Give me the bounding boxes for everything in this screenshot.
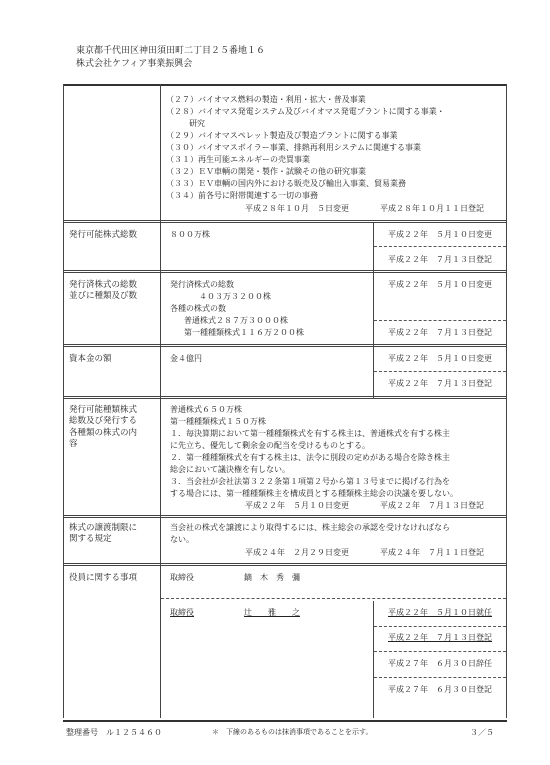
label-column-divider [160,84,161,718]
transfer-registration-date: 平成２４年 ７月１１日登記 [380,548,484,557]
purpose-item-34: （３４）前各号に附帯関連する一切の事務 [166,191,318,200]
purpose-item-31: （３１）再生可能エネルギーの売買事業 [166,155,310,164]
class-shares-label: 発行可能種類株式 総数及び発行する 各種類の株式の内 容 [69,405,138,450]
class-shares-clause-2: ２．第一種種類株式を有する株主は、法令に別段の定めがある場合を除き株主 [170,453,450,462]
purpose-item-30: （３０）バイオマスボイラー事業、排熱再利用システムに関連する事業 [166,143,421,152]
class-shares-clause-2-cont: 総会において議決権を有しない。 [170,465,290,474]
officer-2-title: 取締役 [170,608,194,617]
registry-header [76,45,265,71]
authorized-shares-change-date: 平成２２年 ５月１０日変更 [388,230,492,239]
purpose-item-28-cont: 研究 [189,119,205,128]
issued-common-shares: 普通株式２８７万３０００株 [184,316,288,325]
table-left-border [63,84,64,718]
purpose-change-date: 平成２８年１０月 ５日変更 [245,204,349,213]
register-dashed-rule [374,320,506,321]
class-shares-line: 第一種種類株式１５０万株 [170,417,266,426]
issued-shares-registration-date: 平成２２年 ７月１３日登記 [388,328,492,337]
capital-change-date: 平成２２年 ５月１０日変更 [388,354,492,363]
purpose-item-27: （２７）バイオマス燃料の製造・利用・拡大・普及事業 [166,95,366,104]
register-dashed-rule [374,626,506,627]
row-divider-issued [63,270,507,273]
authorized-shares-registration-date: 平成２２年 ７月１３日登記 [388,255,492,264]
authorized-shares-label: 発行可能株式総数 [69,230,138,240]
class-shares-clause-3-cont: する場合には、第一種種類株主を構成員とする種類株主総会の決議を要しない。 [170,489,458,498]
officer-1-name: 鏑 木 秀 彌 [244,573,300,582]
class-shares-change-date: 平成２２年 ５月１０日変更 [245,501,349,510]
company-name: 株式会社ケフィア事業振興会 [76,59,193,70]
purpose-item-33: （３３）ＥＶ車輌の国内外における販売及び輸出入事業、貿易業務 [166,179,406,188]
purpose-registration-date: 平成２８年１０月１１日登記 [380,204,484,213]
issued-shares-line: 各種の株式の数 [170,304,226,313]
issued-class-one-shares: 第一種種類株式１１６万２００株 [184,328,304,337]
purpose-item-29: （２９）バイオマスペレット製造及び製造プラントに関する事業 [166,131,398,140]
row-divider-officers [63,563,507,566]
transfer-change-date: 平成２４年 ２月２９日変更 [245,548,349,557]
issued-shares-line: 発行済株式の総数 [170,280,234,289]
register-dashed-rule [374,371,506,372]
footer-note: ＊ 下線のあるものは抹消事項であることを示す。 [212,728,373,736]
officer-dashed-rule [161,598,506,599]
officer-2-resigned-registration: 平成２７年 ６月３０日登記 [388,685,492,694]
table-right-border [506,84,507,718]
row-divider-class-shares [63,396,507,399]
company-address: 東京都千代田区神田須田町二丁目２５番地１６ [76,46,266,56]
officer-2-appointed-registration: 平成２２年 ７月１３日登記 [388,633,492,642]
row-divider-authorized [63,220,507,223]
transfer-restriction-text-cont: ない。 [170,535,194,544]
serial-number: 整理番号 ル１２５４６０ [66,728,162,737]
class-shares-registration-date: 平成２２年 ７月１３日登記 [380,501,484,510]
register-dashed-rule [374,651,506,652]
issued-shares-label: 発行済株式の総数 並びに種類及び数 [69,280,138,302]
register-column-divider-2 [373,601,374,718]
authorized-shares-value: ８００万株 [170,230,210,239]
officer-2-name: 辻 雅 之 [244,608,300,617]
capital-label: 資本金の額 [69,354,112,364]
capital-registration-date: 平成２２年 ７月１３日登記 [388,379,492,388]
class-shares-line: 普通株式６５０万株 [170,405,242,414]
class-shares-clause-1-cont: に先立ち、優先して剰余金の配当を受けるものとする。 [170,441,370,450]
register-dashed-rule [374,677,506,678]
page-number: ３／５ [470,728,494,737]
register-dashed-rule [374,246,506,247]
purpose-item-28: （２８）バイオマス発電システム及びバイオマス発電プラントに関する事業・ [166,107,445,116]
class-shares-clause-1: １．毎決算期において第一種種類株式を有する株主は、普通株式を有する株主 [170,429,450,438]
transfer-restriction-label: 株式の譲渡制限に 関する規定 [69,523,138,545]
row-divider-transfer [63,515,507,518]
row-divider-capital [63,344,507,347]
issued-shares-total: ４０３万３２００株 [199,292,271,301]
officer-1-title: 取締役 [170,573,194,582]
officers-label: 役員に関する事項 [69,573,138,583]
issued-shares-change-date: 平成２２年 ５月１０日変更 [388,280,492,289]
transfer-restriction-text: 当会社の株式を譲渡により取得するには、株主総会の承認を受けなければなら [170,523,450,532]
officer-2-appointed-date: 平成２２年 ５月１０日就任 [388,608,492,617]
officer-2-resigned-date: 平成２７年 ６月３０日辞任 [388,659,492,668]
class-shares-clause-3: ３．当会社が会社法第３２２条第１項第２号から第１３号までに掲げる行為を [170,477,450,486]
capital-value: 金４億円 [170,354,202,363]
purpose-item-32: （３２）ＥＶ車輌の開発・製作・試験その他の研究事業 [166,167,366,176]
